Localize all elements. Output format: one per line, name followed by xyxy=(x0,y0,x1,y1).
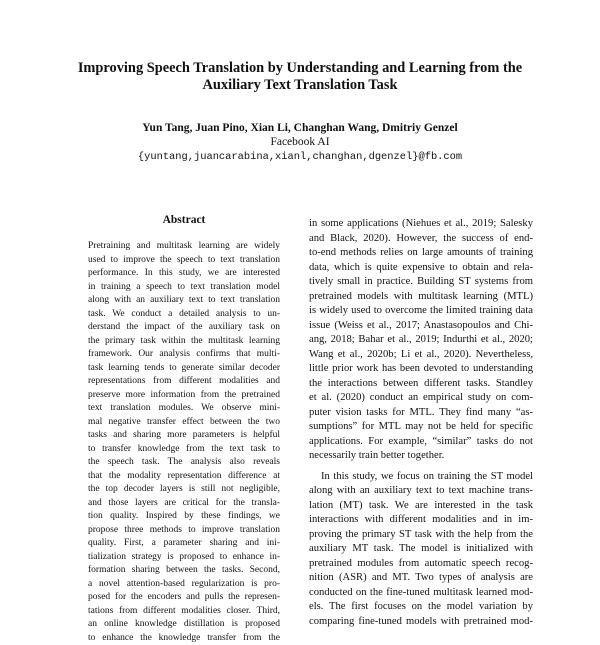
paragraph-line: little prior work has been devoted to understanding xyxy=(309,362,533,377)
paragraph-line: Wang et al., 2020b; Li et al., 2020). Nevertheless, xyxy=(309,348,533,363)
abstract-line: text translation modules. We observe mini- xyxy=(88,402,280,416)
author-emails: {yuntang,juancarabina,xianl,changhan,dgenzel}@fb.com xyxy=(60,150,540,164)
abstract-line: the top decoder layers is still not negligible, xyxy=(88,483,280,497)
paragraph-line: In this study, we focus on training the ST model xyxy=(309,470,533,485)
abstract-line: quality. First, a parameter sharing and ini- xyxy=(88,537,280,551)
paragraph-line: applications. For example, “similar” tasks do not xyxy=(309,435,533,450)
paragraph-line: els. The first focuses on the model variation by xyxy=(309,600,533,615)
paragraph-line: pretrained modules from automatic speech recog- xyxy=(309,557,533,572)
affiliation: Facebook AI xyxy=(60,135,540,149)
paragraph-line: in some applications (Niehues et al., 2019; Salesky xyxy=(309,217,533,232)
abstract-line: in training a speech to text translation model xyxy=(88,281,280,295)
abstract-line: the speech task. The analysis also reveals xyxy=(88,456,280,470)
paragraph-line: interactions with different modalities and in im- xyxy=(309,513,533,528)
title-line: Auxiliary Text Translation Task xyxy=(60,77,540,94)
abstract-line: a novel attention-based regularization is pro- xyxy=(88,578,280,592)
abstract-body xyxy=(88,240,280,645)
abstract-line: framework. Our analysis confirms that multi- xyxy=(88,348,280,362)
paragraph-line: tively small in practice. Building ST systems from xyxy=(309,275,533,290)
paragraph xyxy=(309,470,533,630)
abstract-line: posed for the encoders and pulls the represen- xyxy=(88,591,280,605)
abstract-line: performance. In this study, we are interested xyxy=(88,267,280,281)
paragraph-line: pretrained models with multitask learning (MTL) xyxy=(309,290,533,305)
abstract-line: preserve more information from the pretrained xyxy=(88,389,280,403)
abstract-line: derstand the impact of the auxiliary task on xyxy=(88,321,280,335)
paragraph-line: issue (Weiss et al., 2017; Anastasopoulos and Chi- xyxy=(309,319,533,334)
abstract-line: the primary task within the multitask learning xyxy=(88,335,280,349)
abstract-line: along with an auxiliary text to text translation xyxy=(88,294,280,308)
abstract-line: tasks and sharing more parameters is helpful xyxy=(88,429,280,443)
abstract-line: to transfer knowledge from the text task to xyxy=(88,443,280,457)
paragraph-line: comparing fine-tuned models with pretrained mod- xyxy=(309,615,533,630)
abstract-line: task. We conduct a detailed analysis to un- xyxy=(88,308,280,322)
paragraph-line: is widely used to overcome the limited training data xyxy=(309,304,533,319)
abstract-line: propose three methods to improve translation xyxy=(88,524,280,538)
paragraph-line: ang, 2018; Bahar et al., 2019; Indurthi et al., 2020; xyxy=(309,333,533,348)
introduction-body xyxy=(309,217,533,629)
paragraph-line: necessarily train better together. xyxy=(309,449,533,464)
title-line: Improving Speech Translation by Understanding and Learning from the xyxy=(60,60,540,77)
paragraph-line: nition (ASR) and MT. Two types of analysis are xyxy=(309,571,533,586)
paragraph-line: auxiliary MT task. The model is initialized with xyxy=(309,542,533,557)
paragraph-line: and Black, 2020). However, the success of end- xyxy=(309,232,533,247)
paper-title xyxy=(60,60,540,94)
abstract-line: Pretraining and multitask learning are widely xyxy=(88,240,280,254)
paragraph-line: conducted on the fine-tuned multitask learned mod- xyxy=(309,586,533,601)
abstract-line: formation sharing between the tasks. Second, xyxy=(88,564,280,578)
paragraph-line: puter vision tasks for MTL. They find many “as- xyxy=(309,406,533,421)
paragraph-line: sumptions” for MTL may not be held for specific xyxy=(309,420,533,435)
abstract-line: and those layers are critical for the transla- xyxy=(88,497,280,511)
paragraph-line: the interactions between different tasks. Standley xyxy=(309,377,533,392)
paragraph-line: proving the primary ST task with the help from the xyxy=(309,528,533,543)
paragraph-line: data, which is quite expensive to obtain and rela- xyxy=(309,261,533,276)
paragraph-line: to-end methods relies on large amounts of training xyxy=(309,246,533,261)
abstract-line: tialization strategy is proposed to enhance in- xyxy=(88,551,280,565)
abstract-line: an online knowledge distillation is proposed xyxy=(88,618,280,632)
abstract-line: mal negative transfer effect between the two xyxy=(88,416,280,430)
abstract-line: tion quality. Inspired by these findings, we xyxy=(88,510,280,524)
abstract-line: used to improve the speech to text translation xyxy=(88,254,280,268)
author-list: Yun Tang, Juan Pino, Xian Li, Changhan Wang, Dmitriy Genzel xyxy=(60,121,540,135)
abstract-heading: Abstract xyxy=(88,214,280,226)
abstract-line: tations from different modalities closer. Third, xyxy=(88,605,280,619)
abstract-line: representations from different modalities and xyxy=(88,375,280,389)
abstract-line: task learning tends to generate similar decoder xyxy=(88,362,280,376)
abstract-line: to enhance the knowledge transfer from the xyxy=(88,632,280,645)
paragraph-line: along with an auxiliary text to text machine trans- xyxy=(309,484,533,499)
paragraph-line: lation (MT) task. We are interested in the task xyxy=(309,499,533,514)
abstract-line: that the modality representation difference at xyxy=(88,470,280,484)
paragraph-line: et al. (2020) conduct an empirical study on com- xyxy=(309,391,533,406)
